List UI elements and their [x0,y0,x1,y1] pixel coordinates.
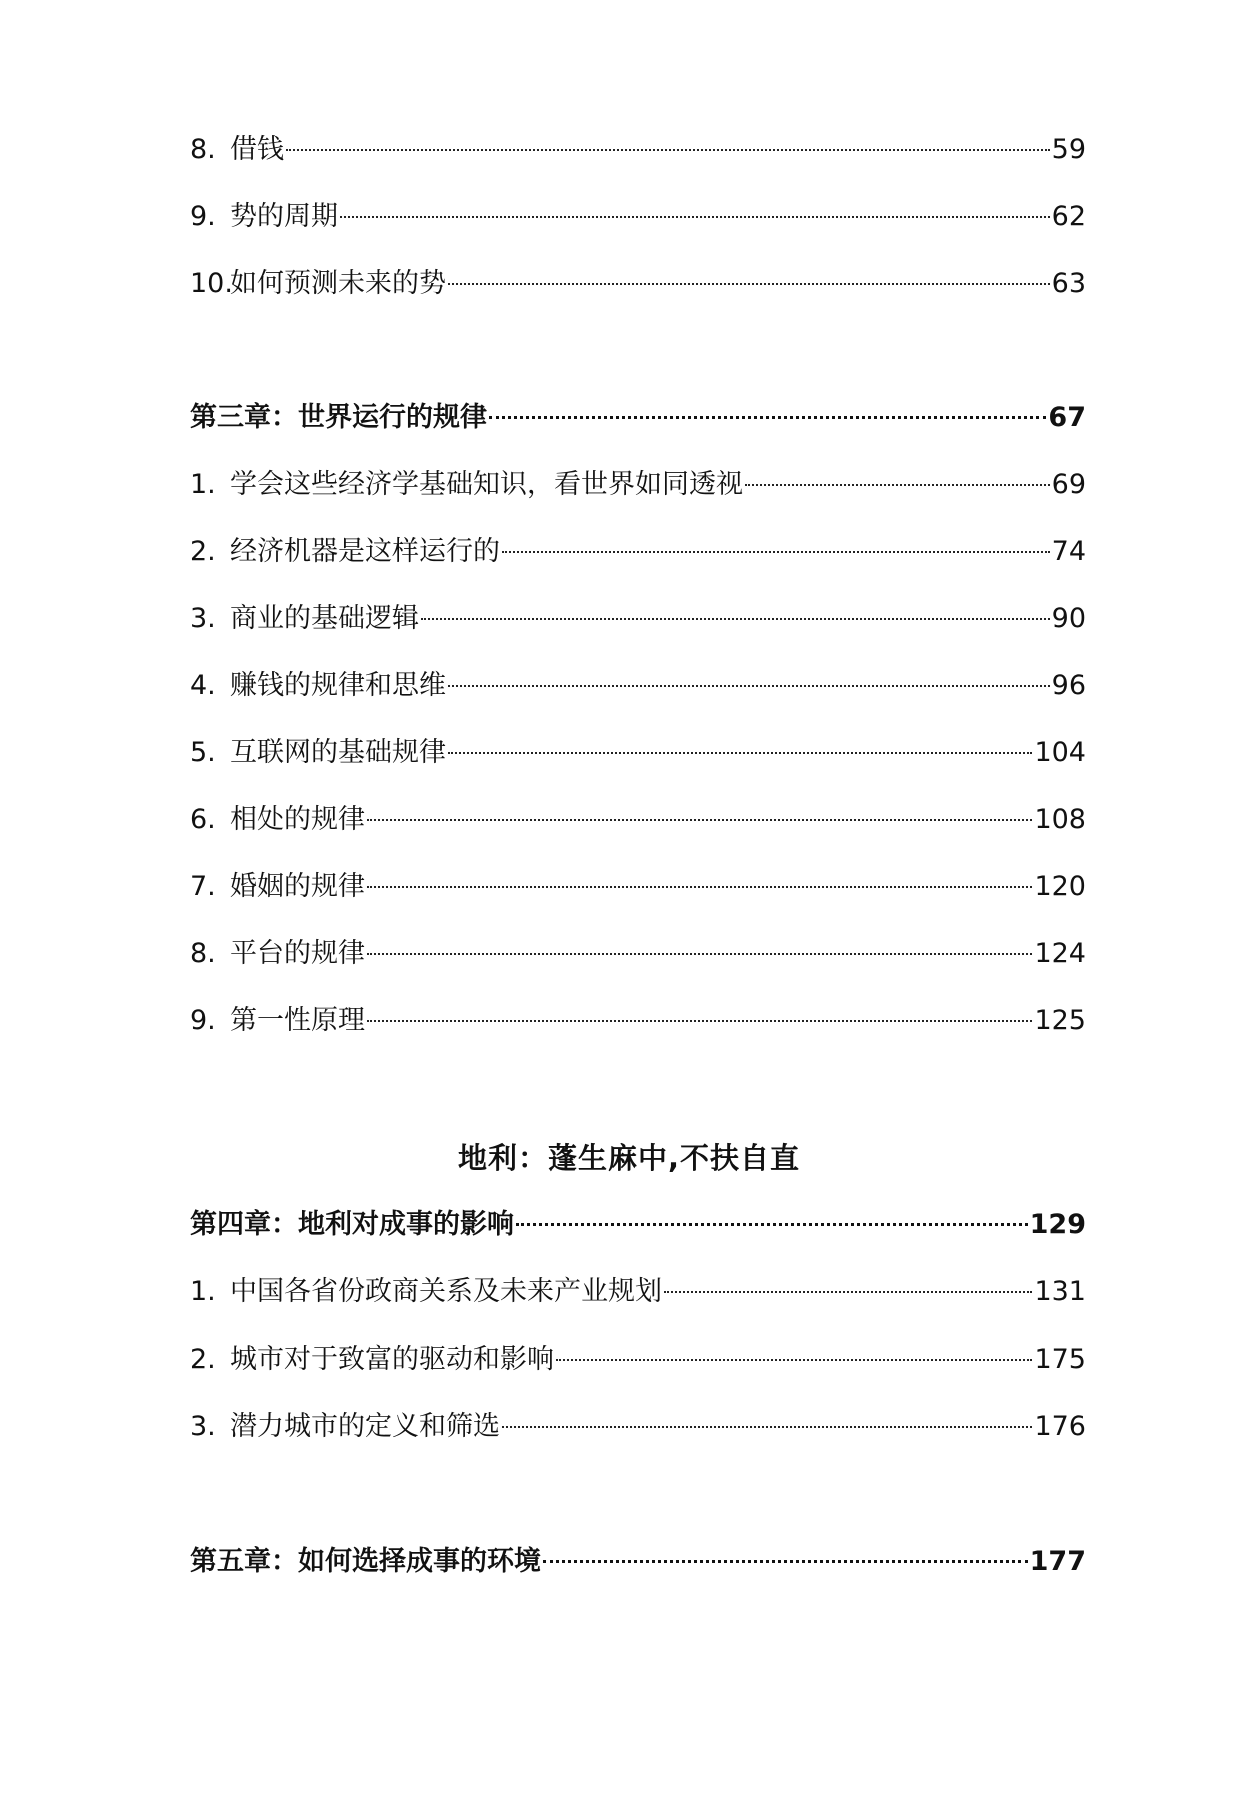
entry-number: 5. [190,737,216,768]
entry-number: 2. [190,536,216,567]
dot-leader [367,886,1032,888]
entry-number: 3. [190,1411,216,1442]
entry-title: 婚姻的规律 [230,871,365,902]
toc-entry[interactable] [190,803,1086,837]
entry-title: 赚钱的规律和思维 [230,670,446,701]
entry-page-number: 63 [1051,268,1086,299]
toc-entry[interactable] [190,602,1086,636]
entry-number: 1. [190,1276,216,1307]
toc-entry[interactable] [190,937,1086,971]
entry-page-number: 90 [1051,603,1086,634]
dot-leader [489,416,1046,419]
dot-leader [502,1426,1032,1428]
dot-leader [448,283,1050,285]
toc-chapter-3[interactable] [190,401,1086,435]
toc-entry[interactable] [190,736,1086,770]
entry-title: 相处的规律 [230,804,365,835]
entry-page-number: 104 [1034,737,1086,768]
dot-leader [664,1291,1032,1293]
toc-entry[interactable] [190,200,1086,234]
entry-number: 3. [190,603,216,634]
entry-number: 6. [190,804,216,835]
toc-chapter-5[interactable] [190,1545,1086,1579]
entry-title: 城市对于致富的驱动和影响 [230,1344,554,1375]
entry-page-number: 96 [1051,670,1086,701]
toc-entry[interactable] [190,870,1086,904]
dot-leader [421,618,1050,620]
chapter-page-number: 129 [1029,1209,1086,1240]
toc-entry[interactable] [190,535,1086,569]
entry-number: 1. [190,469,216,500]
dot-leader [367,953,1032,955]
toc-entry[interactable] [190,1410,1086,1444]
dot-leader [448,685,1050,687]
dot-leader [367,1020,1032,1022]
chapter-title: 第三章：世界运行的规律 [190,402,487,433]
dot-leader [556,1359,1032,1361]
section-heading: 地利：蓬生麻中,不扶自直 [457,1141,801,1175]
toc-entry[interactable] [190,1275,1086,1309]
chapter-page-number: 67 [1048,402,1086,433]
entry-page-number: 108 [1034,804,1086,835]
entry-number: 9. [190,1005,216,1036]
dot-leader [286,149,1050,151]
dot-leader [516,1223,1028,1226]
entry-page-number: 59 [1051,134,1086,165]
entry-page-number: 124 [1034,938,1086,969]
toc-chapter-4[interactable] [190,1208,1086,1242]
entry-title: 商业的基础逻辑 [230,603,419,634]
chapter-title: 第五章：如何选择成事的环境 [190,1546,541,1577]
entry-title: 经济机器是这样运行的 [230,536,500,567]
entry-page-number: 131 [1034,1276,1086,1307]
entry-number: 2. [190,1344,216,1375]
entry-title: 平台的规律 [230,938,365,969]
entry-title: 如何预测未来的势 [230,268,446,299]
entry-page-number: 74 [1051,536,1086,567]
entry-page-number: 175 [1034,1344,1086,1375]
entry-number: 8. [190,134,216,165]
dot-leader [745,484,1050,486]
entry-title: 借钱 [230,134,284,165]
entry-number: 10. [190,268,233,299]
toc-entry[interactable] [190,1343,1086,1377]
entry-page-number: 62 [1051,201,1086,232]
entry-title: 势的周期 [230,201,338,232]
dot-leader [367,819,1032,821]
entry-number: 9. [190,201,216,232]
toc-entry[interactable] [190,267,1086,301]
entry-number: 4. [190,670,216,701]
toc-entry[interactable] [190,1004,1086,1038]
entry-title: 中国各省份政商关系及未来产业规划 [230,1276,662,1307]
entry-title: 互联网的基础规律 [230,737,446,768]
toc-entry[interactable] [190,669,1086,703]
dot-leader [502,551,1050,553]
toc-entry[interactable] [190,133,1086,167]
entry-page-number: 120 [1034,871,1086,902]
chapter-title: 第四章：地利对成事的影响 [190,1209,514,1240]
dot-leader [448,752,1032,754]
dot-leader [543,1560,1028,1563]
entry-page-number: 69 [1051,469,1086,500]
entry-page-number: 176 [1034,1411,1086,1442]
entry-title: 第一性原理 [230,1005,365,1036]
entry-number: 8. [190,938,216,969]
dot-leader [340,216,1050,218]
chapter-page-number: 177 [1029,1546,1086,1577]
entry-title: 潜力城市的定义和筛选 [230,1411,500,1442]
toc-entry[interactable] [190,468,1086,502]
entry-page-number: 125 [1034,1005,1086,1036]
entry-number: 7. [190,871,216,902]
entry-title: 学会这些经济学基础知识，看世界如同透视 [230,469,743,500]
